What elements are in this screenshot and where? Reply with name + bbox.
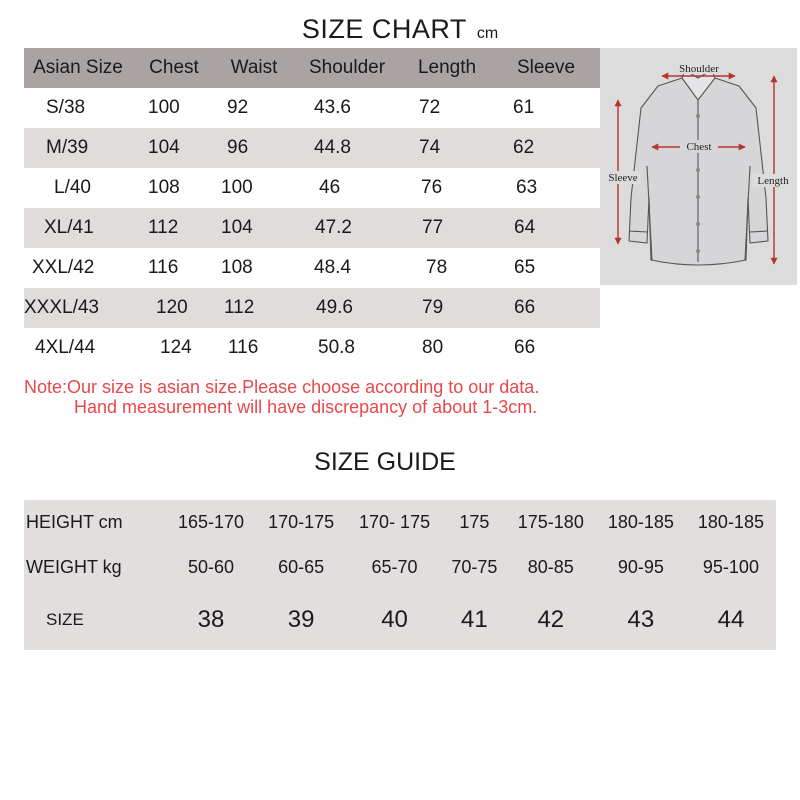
cell-shoulder: 50.8: [318, 337, 355, 358]
diagram-length-label: Length: [757, 175, 789, 187]
cell-shoulder: 43.6: [314, 97, 351, 118]
weight-value: 60-65: [278, 557, 325, 577]
shirt-measurement-diagram: [600, 48, 797, 285]
header-chest: Chest: [132, 48, 216, 88]
cell-length: 74: [402, 128, 492, 168]
size-value: 44: [717, 606, 745, 633]
cell-size: M/39: [24, 128, 132, 168]
size-chart-title: [0, 14, 800, 45]
cell-shoulder: 44.8: [292, 128, 402, 168]
size-chart-header-row: [24, 48, 600, 88]
note-line-1: Note:Our size is asian size.Please choose according to our data.: [24, 377, 540, 397]
weight-value: 95-100: [702, 557, 759, 577]
height-value: 175-180: [517, 512, 584, 532]
cell-shoulder: 49.6: [292, 288, 402, 328]
size-value: 40: [381, 606, 408, 633]
cell-size: S/38: [46, 97, 86, 118]
cell-sleeve: 62: [492, 128, 600, 168]
cell-size: XL/41: [24, 208, 132, 248]
cell-chest: 120: [132, 288, 216, 328]
size-value: 42: [537, 606, 565, 633]
table-row: [24, 128, 600, 168]
size-label: SIZE: [46, 610, 84, 629]
size-guide-title: SIZE GUIDE: [314, 448, 456, 476]
height-value: 180-185: [697, 512, 764, 532]
note-line-2: Hand measurement will have discrepancy of about 1-3cm.: [74, 397, 538, 417]
diagram-sleeve-label: Sleeve: [608, 172, 638, 184]
cell-length: 79: [402, 288, 492, 328]
cell-length: 76: [421, 177, 443, 198]
cell-size: XXL/42: [32, 257, 95, 278]
cell-size: L/40: [54, 177, 91, 198]
cell-chest: 112: [132, 208, 216, 248]
cell-sleeve: 63: [516, 177, 538, 198]
shirt-icon: [629, 70, 768, 265]
weight-label: WEIGHT kg: [26, 557, 122, 577]
cell-waist: 108: [221, 257, 253, 278]
cell-waist: 100: [221, 177, 253, 198]
cell-waist: 112: [216, 288, 292, 328]
header-shoulder: Shoulder: [292, 48, 402, 88]
cell-waist: 116: [228, 337, 259, 358]
diagram-shoulder-label: Shoulder: [679, 63, 719, 75]
cell-sleeve: 64: [492, 208, 600, 248]
table-row: [24, 288, 600, 328]
weight-value: 70-75: [451, 557, 498, 577]
guide-row-weight: [24, 545, 776, 590]
cell-shoulder: 47.2: [292, 208, 402, 248]
size-value: 39: [287, 606, 315, 633]
shirt-illustration: [600, 48, 797, 285]
weight-value: 65-70: [371, 557, 418, 577]
height-value: 170-175: [268, 512, 335, 532]
table-row: [24, 248, 600, 288]
height-value: 165-170: [178, 512, 245, 532]
size-guide-table: [24, 500, 776, 650]
cell-shoulder: 48.4: [314, 257, 351, 278]
header-asian-size: Asian Size: [24, 48, 132, 88]
cell-waist: 96: [216, 128, 292, 168]
cell-size: 4XL/44: [35, 337, 96, 358]
height-value: 180-185: [607, 512, 674, 532]
cell-length: 80: [422, 337, 444, 358]
header-sleeve: Sleeve: [492, 48, 600, 88]
size-chart-table: [24, 48, 600, 368]
cell-waist: 92: [227, 97, 249, 118]
cell-sleeve: 61: [513, 97, 535, 118]
guide-row-size: [24, 590, 776, 650]
cell-waist: 104: [216, 208, 292, 248]
cell-length: 77: [402, 208, 492, 248]
size-value: 38: [197, 606, 225, 633]
size-value: 41: [461, 606, 488, 633]
cell-chest: 116: [148, 257, 179, 278]
cell-chest: 100: [148, 97, 180, 118]
cell-sleeve: 66: [514, 337, 536, 358]
title-unit: cm: [476, 25, 499, 42]
table-row: [24, 328, 600, 368]
cell-sleeve: 65: [514, 257, 536, 278]
cell-length: 78: [426, 257, 448, 278]
table-row: [24, 168, 600, 208]
height-value: 170- 175: [359, 512, 431, 532]
title-text: SIZE CHART: [301, 14, 467, 44]
cell-sleeve: 66: [492, 288, 600, 328]
header-waist: Waist: [216, 48, 292, 88]
weight-value: 50-60: [188, 557, 235, 577]
table-row: [24, 208, 600, 248]
weight-value: 90-95: [617, 557, 664, 577]
cell-length: 72: [419, 97, 441, 118]
header-length: Length: [402, 48, 492, 88]
height-value: 175: [459, 512, 490, 532]
cell-chest: 108: [148, 177, 180, 198]
weight-value: 80-85: [527, 557, 574, 577]
table-row: [24, 88, 600, 128]
cell-size: XXXL/43: [24, 288, 132, 328]
cell-shoulder: 46: [319, 177, 341, 198]
diagram-chest-label: Chest: [686, 141, 712, 153]
cell-chest: 124: [160, 337, 192, 358]
size-note: [24, 377, 539, 417]
height-label: HEIGHT cm: [26, 512, 123, 532]
guide-row-height: [24, 500, 776, 545]
size-value: 43: [627, 606, 655, 633]
cell-chest: 104: [132, 128, 216, 168]
